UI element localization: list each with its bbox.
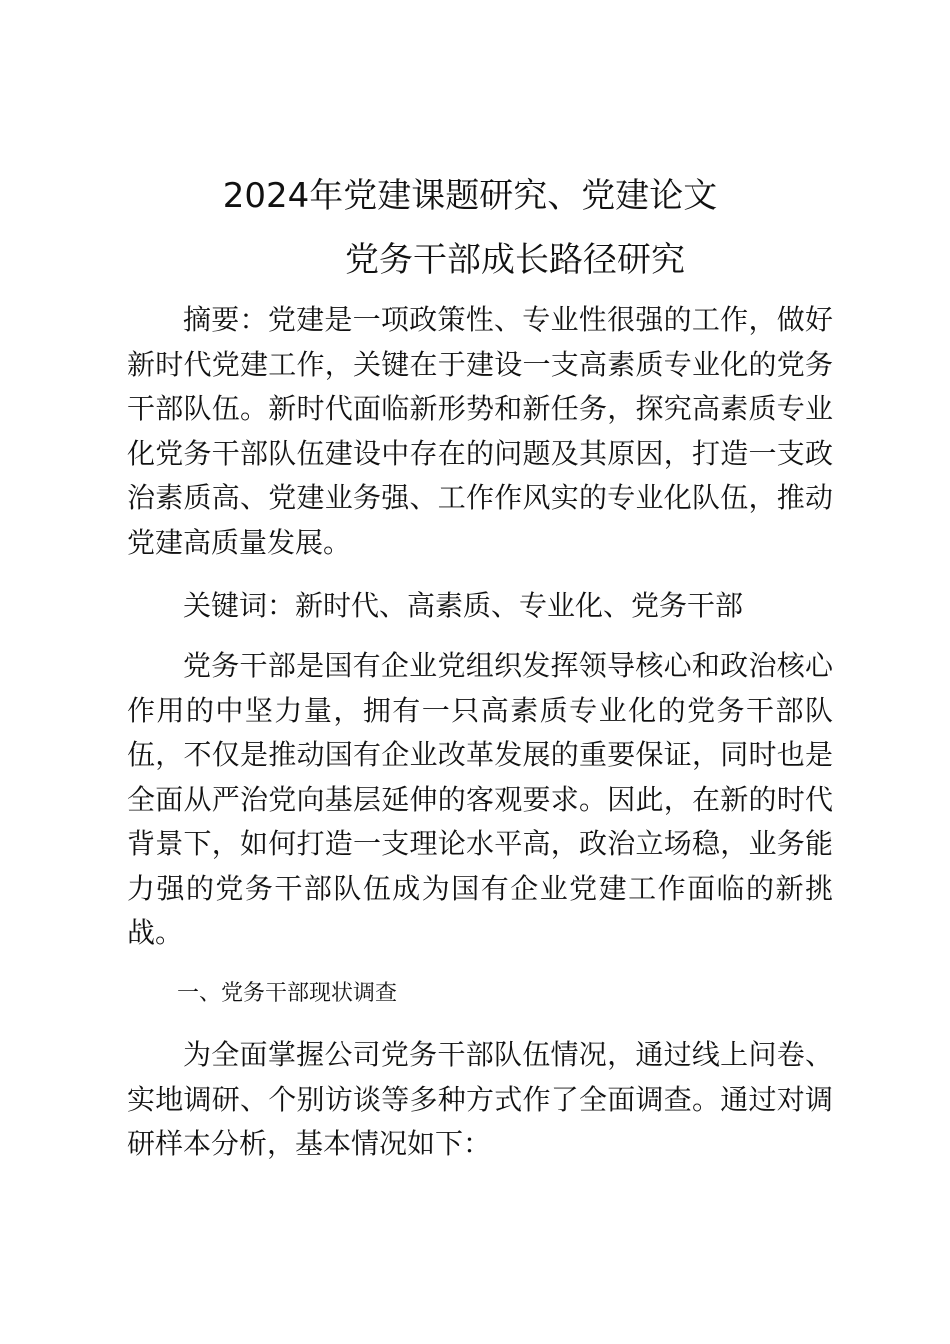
document-title-line1: 2024年党建课题研究、党建论文 [222,176,718,216]
body-paragraph-2: 为全面掌握公司党务干部队伍情况，通过线上问卷、实地调研、个别访谈等多种方式作了全面调查。通过对调研样本分析，基本情况如下： [127,1038,833,1160]
body-paragraph-1: 党务干部是国有企业党组织发挥领导核心和政治核心作用的中坚力量，拥有一只高素质专业化的党务干部队伍，不仅是推动国有企业改革发展的重要保证，同时也是全面从严治党向基层延伸的客观要求。因此，在新的时代背景下，如何打造一支理论水平高，政治立场稳，业务能力强的党务干部队伍成为国有企业党建工作面临的新挑战。 [127,649,833,949]
abstract-paragraph: 摘要：党建是一项政策性、专业性很强的工作，做好新时代党建工作，关键在于建设一支高素质专业化的党务干部队伍。新时代面临新形势和新任务，探究高素质专业化党务干部队伍建设中存在的问题及其原因，打造一支政治素质高、党建业务强、工作作风实的专业化队伍，推动党建高质量发展。 [127,303,833,559]
keywords-paragraph: 关键词：新时代、高素质、专业化、党务干部 [183,589,744,622]
document-title-line2: 党务干部成长路径研究 [345,240,685,280]
section-heading-1: 一、党务干部现状调查 [177,981,398,1006]
